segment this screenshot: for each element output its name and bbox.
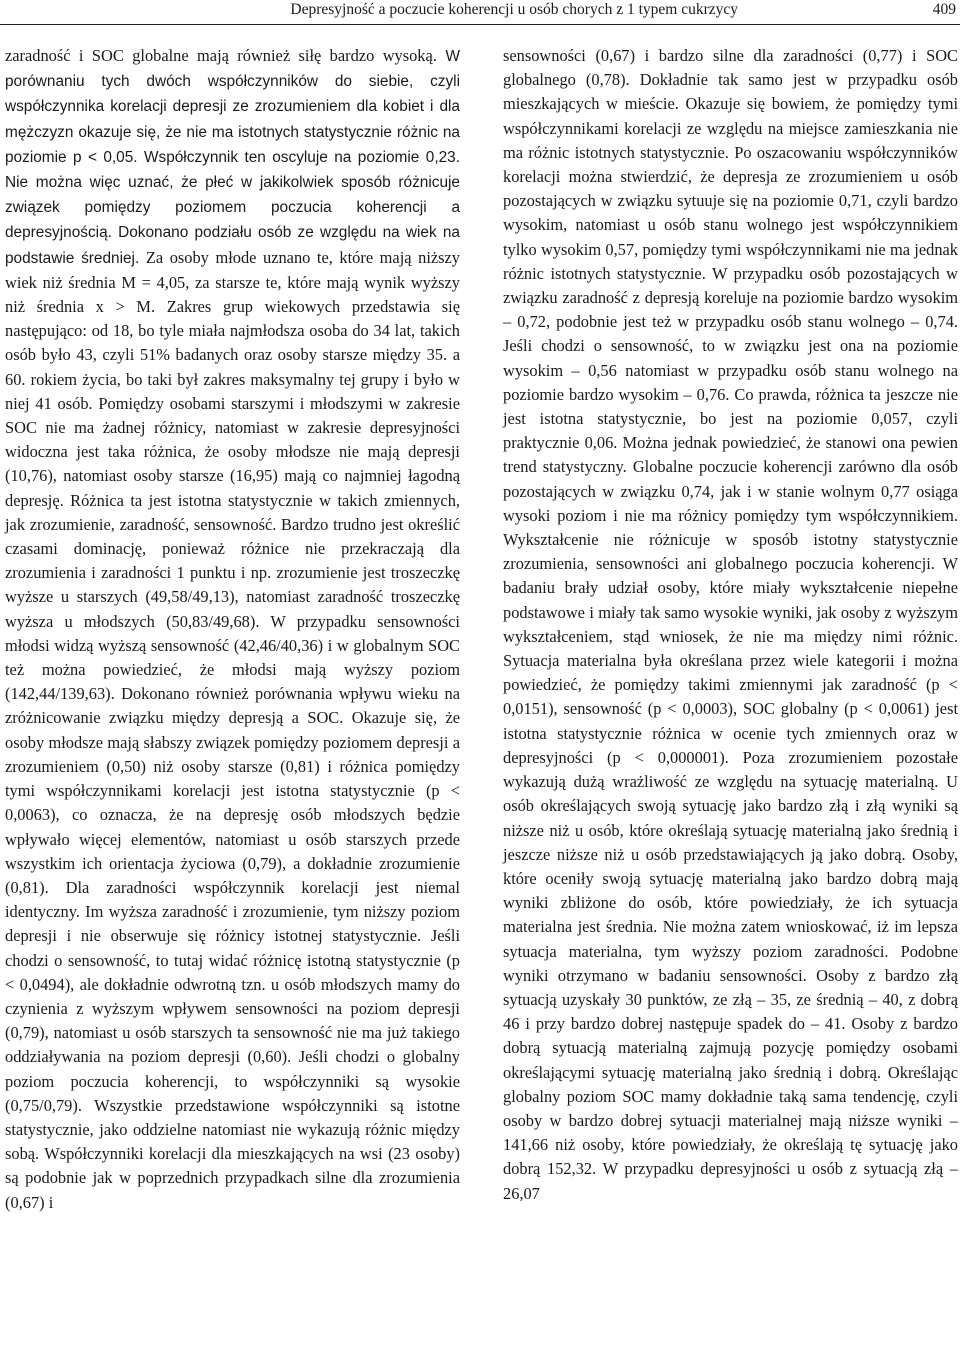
paragraph-segment: W porównaniu tych dwóch współczynników do siebie, czyli współczynnika korelacji depresji ze zrozumieniem dla kobiet i dla mężczyzn okazuje się, że nie ma istotnych statystycznie różnic na poziomie p < 0,05. Współczynnik ten oscyluje na poziomie 0,23. Nie można więc uznać, że płeć w jakikolwiek sposób różnicuje związek pomiędzy poziomem poczucia koherencji a depresyjnością. Dokonano podziału osób ze względu na wiek na podstawie średniej. (5, 48, 460, 267)
page-number: 409 (932, 1, 956, 18)
paragraph-segment: sensowności (0,67) i bardzo silne dla zaradności (0,77) i SOC globalnego (0,78). Dokładnie tak samo jest w przypadku osób mieszkających w mieście. Okazuje się bowiem, że pomiędzy tymi współczynnikami korelacji ze względu na miejsce zamieszkania nie ma różnic istotnych statystycznie. Po oszacowaniu współczynników korelacji można stwierdzić, że depresja ze zrozumieniem u osób pozostających w związku sytuuje się na poziomie 0,71, czyli bardzo wysokim, natomiast u osób stanu wolnego jest współczynnikiem tylko wysokim 0,57, pomiędzy tymi współczynnikami nie ma jednak różnic istotnych statystycznie. W przypadku osób pozostających w związku zaradność z depresją koreluje na poziomie bardzo wysokim – 0,72, podobnie jest też w przypadku osób stanu wolnego – 0,74. Jeśli chodzi o sensowność, to w związku jest ona na poziomie wysokim – 0,56 natomiast w przypadku osób stanu wolnego na poziomie bardzo wysokim – 0,76. Co prawda, różnica ta jeszcze nie jest istotna statystycznie, bo jest na poziomie 0,057, czyli praktycznie 0,06. Można jednak powiedzieć, że stanowi ona pewien trend statystyczny. Globalne poczucie koherencji zarówno dla osób pozostających w związku 0,74, jak i w stanie wolnym 0,77 osiąga wysoki poziom i nie ma różnicy pomiędzy tym współczynnikiem. Wykształcenie nie różnicuje w sposób istotny statystycznie zrozumienia, sensowności ani globalnego poczucia koherencji. W badaniu brały udział osoby, które miały wykształcenie niepełne podstawowe i miały tak samo wysokie wyniki, jak osoby z wyższym wykształceniem, stąd wniosek, że nie ma między nimi różnic. Sytuacja materialna była określana przez wiele kategorii i można powiedzieć, że pomiędzy takimi zmiennymi jak zaradność (p < 0,0151), sensowność (p < 0,0003), SOC globalny (p < 0,0061) jest istotna statystycznie różnica w ocenie tych zmiennych oraz w depresyjności (p < 0,000001). Poza zrozumieniem pozostałe wykazują dużą wrażliwość ze względu na sytuację materialną. U osób określających swoją sytuację jako bardzo złą i złą wyniki są niższe niż u osób, które określają sytuację materialną jako średnią i jeszcze niższe niż u osób przedstawiających ją jako dobrą. Osoby, które oceniły swoją sytuację materialną jako bardzo dobrą mają wyniki zbliżone do osób, które powiedziały, że ich sytuacja materialna jest średnia. Nie można zatem wnioskować, iż im lepsza sytuacja materialna, tym wyższy poziom zaradności. Podobne wyniki otrzymano w badaniu sensowności. Osoby z bardzo złą sytuacją uzyskały 30 punktów, ze złą – 35, ze średnią – 40, z dobrą 46 i przy bardzo dobrej następuje spadek do – 41. Osoby z bardzo dobrą sytuacją materialną zajmują pozycję pomiędzy osobami określającymi sytuację materialną jako średnią i dobrą. Określając globalny poziom SOC mamy dokładnie taką sama tendencję, czyli osoby w bardzo dobrej sytuacji materialnej mają niższe wyniki – 141,66 niż osoby, które powiedziały, że określają tę sytuację jako dobrą 152,32. W przypadku depresyjności u osób z sytuacją złą – 26,07 (503, 46, 958, 1203)
running-header-title: Depresyjność a poczucie koherencji u osób chorych z 1 typem cukrzycy (290, 1, 738, 18)
right-column (503, 44, 958, 1206)
paragraph-segment: zaradność i SOC globalne mają również siłę bardzo wysoką. (5, 46, 437, 65)
running-header (0, 0, 960, 25)
left-column (5, 44, 460, 1215)
left-column-text (5, 44, 460, 1215)
right-column-text (503, 44, 958, 1206)
paragraph-segment: Za osoby młode uznano te, które mają niższy wiek niż średnia M = 4,05, za starsze te, które mają wynik wyższy niż średnia x > M. Zakres grup wiekowych przedstawia się następująco: od 18, bo tyle miała najmłodsza osoba do 34 lat, takich osób było 43, czyli 51% badanych oraz osoby starsze między 35. a 60. rokiem życia, bo taki był zakres maksymalny tej grupy i było w niej 41 osób. Pomiędzy osobami starszymi i młodszymi w zakresie SOC nie ma żadnej różnicy, natomiast w zakresie depresyjności widoczna jest taka różnica, że osoby młodsze nie mają depresji (10,76), natomiast osoby starsze (16,95) mają co najmniej łagodną depresję. Różnica ta jest istotna statystycznie w takich zmiennych, jak zrozumienie, zaradność, sensowność. Bardzo trudno jest określić czasami dominację, ponieważ różnice nie przekraczają dla zrozumienia i zaradności 1 punktu i np. zrozumienie jest troszeczkę wyższe u starszych (49,58/49,13), natomiast zaradność troszeczkę wyższa u młodszych (50,83/49,68). W przypadku sensowności młodsi widzą wyższą sensowność (42,46/40,36) i w globalnym SOC też można powiedzieć, że młodsi mają wyższy poziom (142,44/139,63). Dokonano również porównania wpływu wieku na zróżnicowanie związku między depresją a SOC. Okazuje się, że osoby młodsze mają słabszy związek pomiędzy poziomem depresji a zrozumieniem (0,50) niż osoby starsze (0,81) i różnica pomiędzy tymi współczynnikami korelacji jest istotna statystycznie (p < 0,0063), co oznacza, że na depresję osób młodszych będzie wpływało więcej elementów, natomiast u osób starszych przede wszystkim ich orientacja życiowa (0,79), a dokładnie zrozumienie (0,81). Dla zaradności współczynnik korelacji jest niemal identyczny. Im wyższa zaradność i zrozumienie, tym niższy poziom depresji i nie obserwuje się różnicy istotnej statystycznie. Jeśli chodzi o sensowność, to tutaj widać różnicę istotną statystycznie (p < 0,0494), ale dokładnie odwrotną tzn. u osób młodszych mamy do czynienia z wyższym wpływem sensowności na poziom depresji (0,79), natomiast u osób starszych ta sensowność nie ma już takiego oddziaływania na poziom depresji (0,60). Jeśli chodzi o globalny poziom poczucia koherencji, to współczynniki są wysokie (0,75/0,79). Wszystkie przedstawione współczynniki są istotne statystycznie, jako oddzielne natomiast nie wykazują różnic między sobą. Współczynniki korelacji dla mieszkających na wsi (23 osoby) są podobnie jak w poprzednich przypadkach silne dla zrozumienia (0,67) i (5, 247, 460, 1212)
